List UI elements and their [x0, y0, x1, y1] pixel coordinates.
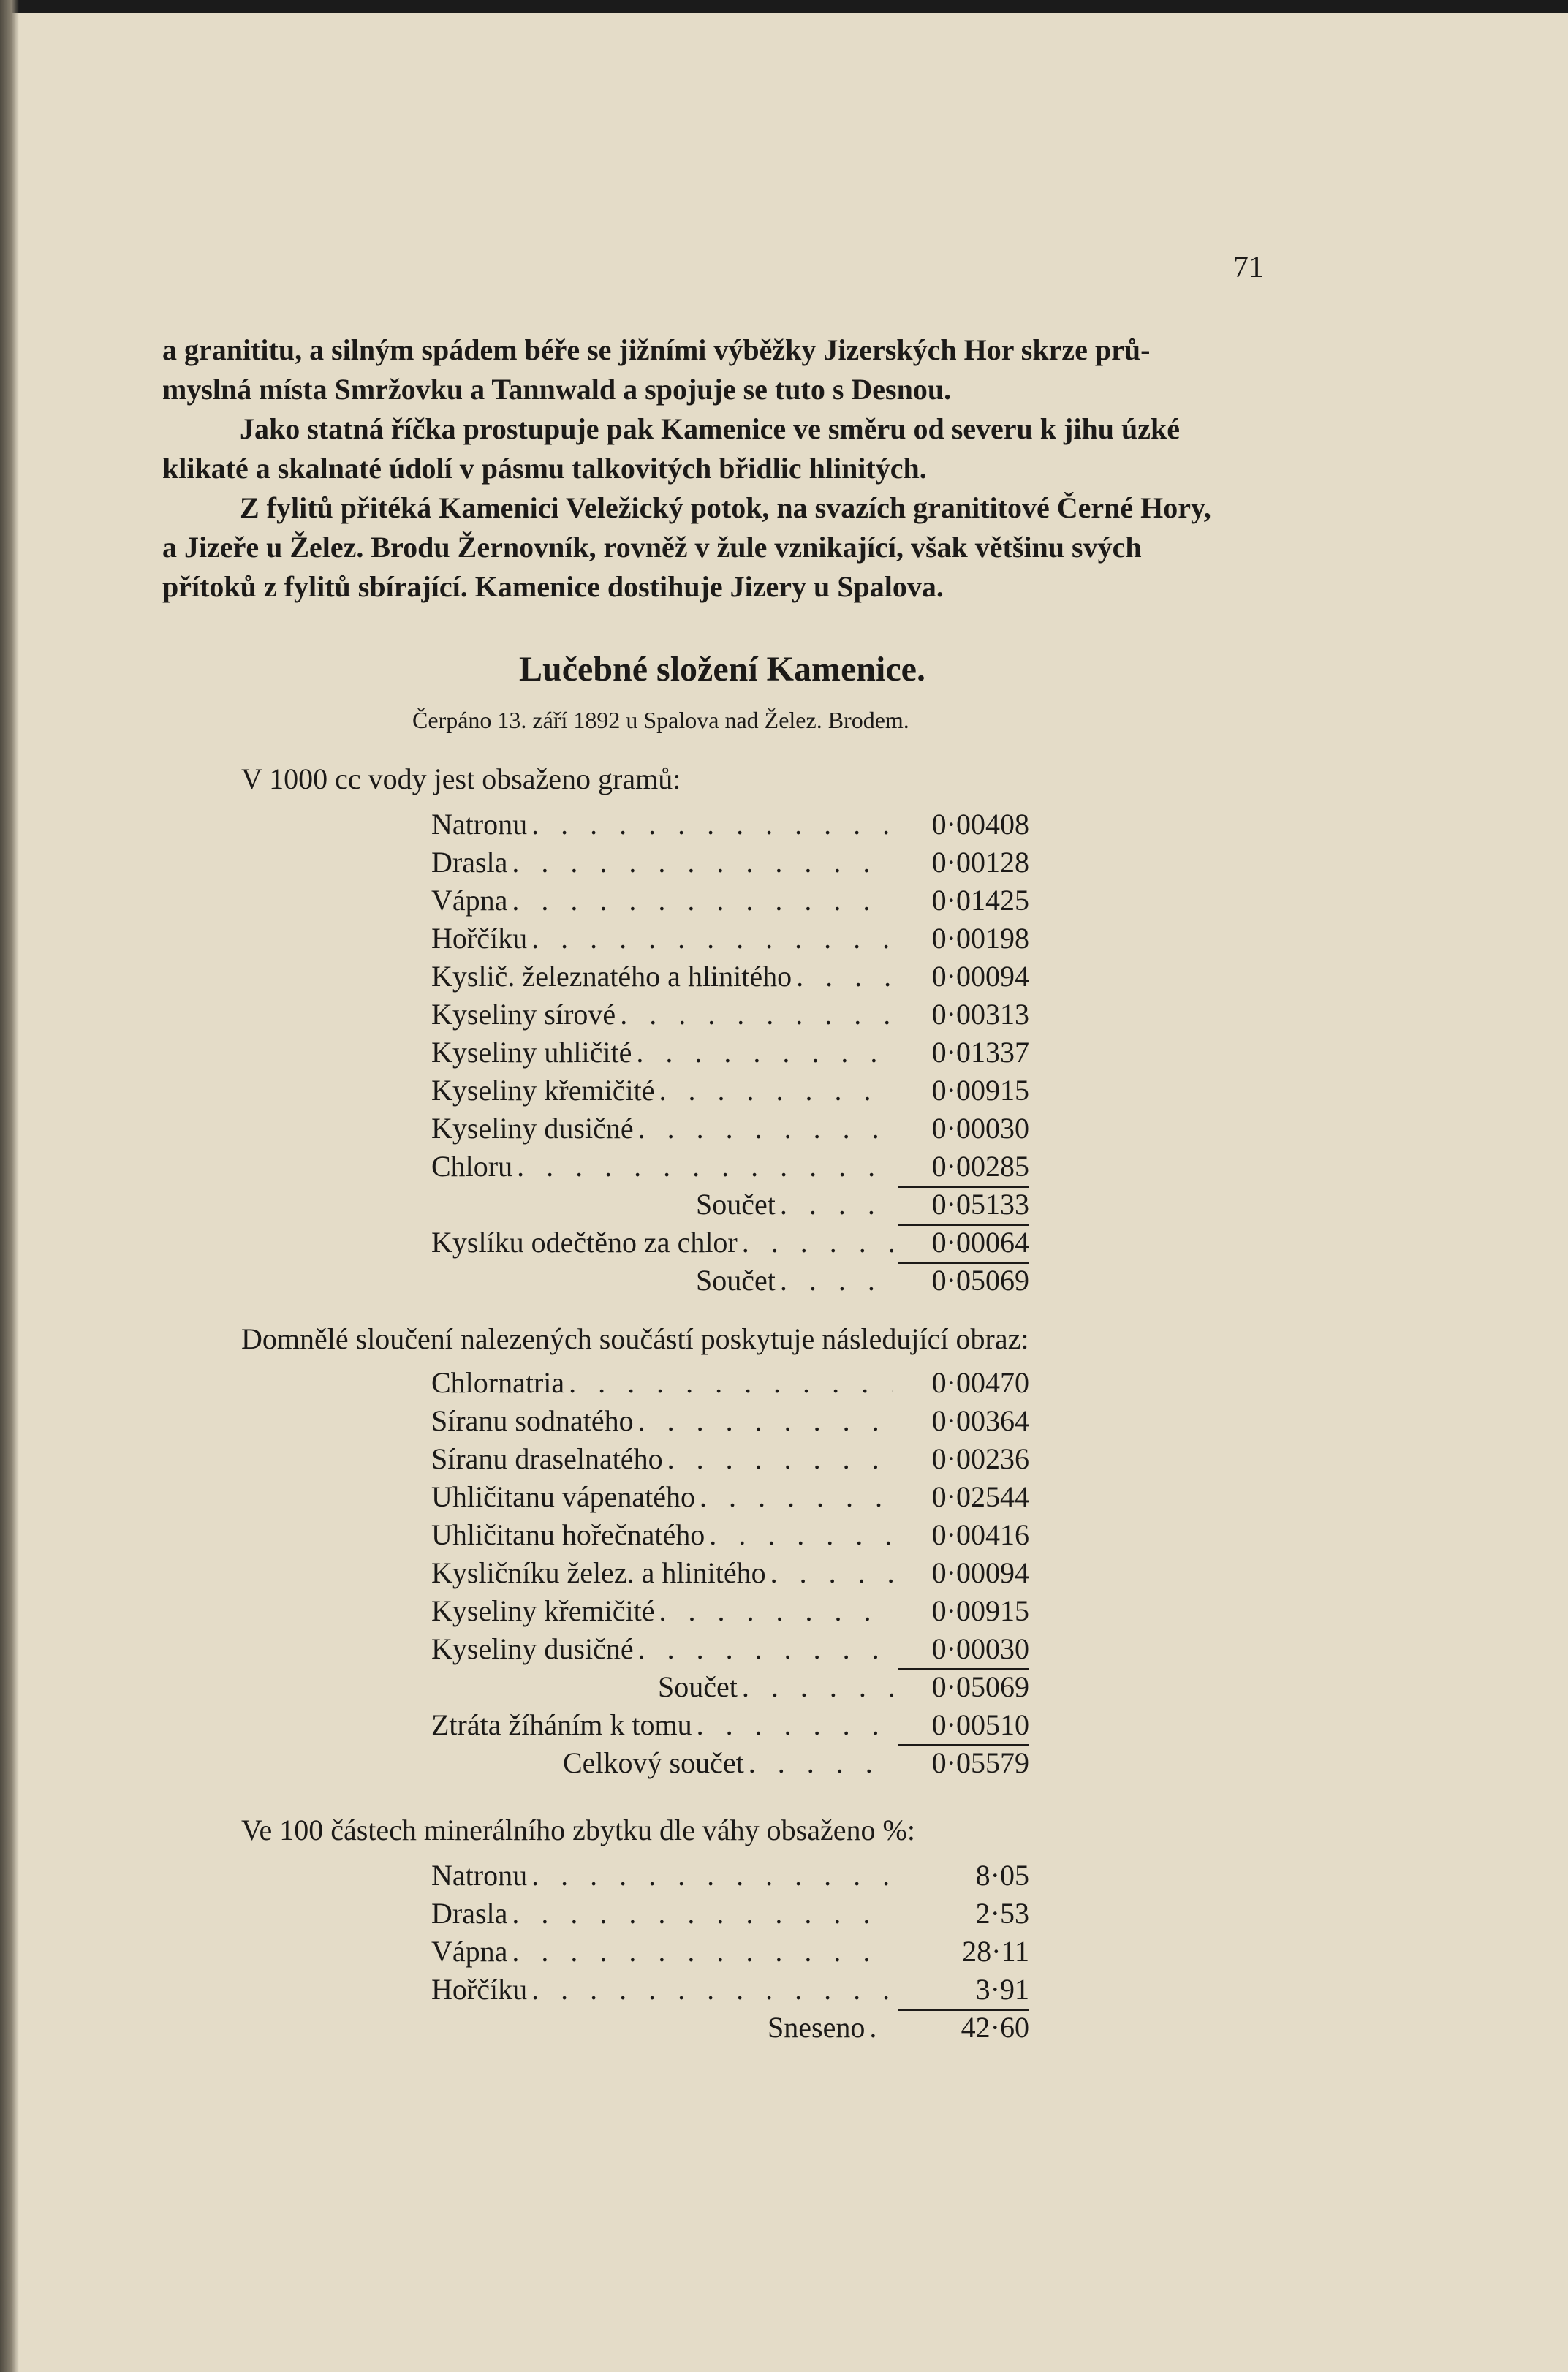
list-item: Kyseliny sírové . . . 0·00313: [431, 996, 1029, 1034]
residue-intro: Ve 100 částech minerálního zbytku dle váhy obsaženo %:: [241, 1814, 915, 1846]
text-line: myslná místa Smržovku a Tannwald a spojuje se tuto s Desnou.: [162, 373, 952, 406]
sum-row: Součet . . . 0·05069: [431, 1262, 1029, 1300]
list-item: Vápna . . . 28·11: [431, 1933, 1029, 1971]
compounds-list: [431, 1364, 1029, 1782]
list-item: Kyslíku odečtěno za chlor . . . 0·00064: [431, 1224, 1029, 1262]
section-subtitle: Čerpáno 13. září 1892 u Spalova nad Želez. Brodem.: [412, 707, 909, 733]
list-item: Chloru . . . 0·00285: [431, 1148, 1029, 1186]
carried-row: Sneseno . . . 42·60: [431, 2009, 1029, 2047]
section-title: Lučebné složení Kamenice.: [519, 650, 925, 689]
list-item: Uhličitanu hořečnatého . . . 0·00416: [431, 1516, 1029, 1554]
list-item: Kyseliny křemičité . . . 0·00915: [431, 1072, 1029, 1110]
paragraph-3: [162, 488, 1308, 607]
list-item: Síranu draselnatého . . . 0·00236: [431, 1440, 1029, 1478]
text-line: a Jizeře u Želez. Brodu Žernovník, rovněž v žule vznikající, však většinu svých: [162, 531, 1142, 564]
analysis-list: [431, 806, 1029, 1300]
text-line: přítoků z fylitů sbírající. Kamenice dostihuje Jizery u Spalova.: [162, 570, 944, 603]
list-item: Uhličitanu vápenatého . . . 0·02544: [431, 1478, 1029, 1516]
list-item: Hořčíku . . . 3·91: [431, 1971, 1029, 2009]
list-item: Drasla . . . 2·53: [431, 1895, 1029, 1933]
list-item: Natronu . . . 0·00408: [431, 806, 1029, 844]
compounds-intro: Domnělé sloučení nalezených součástí poskytuje následující obraz:: [241, 1322, 1029, 1355]
total-row: Celkový součet . . . 0·05579: [431, 1744, 1029, 1782]
list-item: Kyseliny dusičné . . . 0·00030: [431, 1630, 1029, 1668]
list-item: Síranu sodnatého . . . 0·00364: [431, 1402, 1029, 1440]
text-line: Jako statná říčka prostupuje pak Kamenice ve směru od severu k jihu úzké: [240, 412, 1180, 445]
scan-top-border: [0, 0, 1568, 13]
list-item: Kysličníku želez. a hlinitého . . . 0·00094: [431, 1554, 1029, 1592]
book-gutter-shadow: [0, 0, 19, 2372]
list-item: Hořčíku . . . 0·00198: [431, 920, 1029, 958]
sum-row: Součet . . . 0·05133: [431, 1186, 1029, 1224]
paragraph-1: [162, 330, 1308, 409]
list-item: Kyseliny uhličité . . . 0·01337: [431, 1034, 1029, 1072]
list-item: Ztráta žíháním k tomu . . . 0·00510: [431, 1706, 1029, 1744]
list-item: Kyslič. železnatého a hlinitého . . . 0·00094: [431, 958, 1029, 996]
list-item: Natronu . . . 8·05: [431, 1857, 1029, 1895]
page-number: 71: [1233, 251, 1264, 284]
list-item: Chlornatria . . . 0·00470: [431, 1364, 1029, 1402]
sum-row: Součet . . . 0·05069: [431, 1668, 1029, 1706]
list-item: Kyseliny křemičité . . . 0·00915: [431, 1592, 1029, 1630]
list-item: Vápna . . . 0·01425: [431, 882, 1029, 920]
text-line: klikaté a skalnaté údolí v pásmu talkovitých břidlic hlinitých.: [162, 452, 927, 485]
text-line: Z fylitů přitéká Kamenici Veležický potok, na svazích granititové Černé Hory,: [240, 491, 1211, 524]
text-line: a granititu, a silným spádem béře se jižními výběžky Jizerských Hor skrze prů-: [162, 333, 1151, 366]
paragraph-2: [162, 409, 1308, 488]
list-item: Drasla . . . 0·00128: [431, 844, 1029, 882]
analysis-intro: V 1000 cc vody jest obsaženo gramů:: [241, 762, 681, 795]
list-item: Kyseliny dusičné . . . 0·00030: [431, 1110, 1029, 1148]
residue-list: [431, 1857, 1029, 2047]
